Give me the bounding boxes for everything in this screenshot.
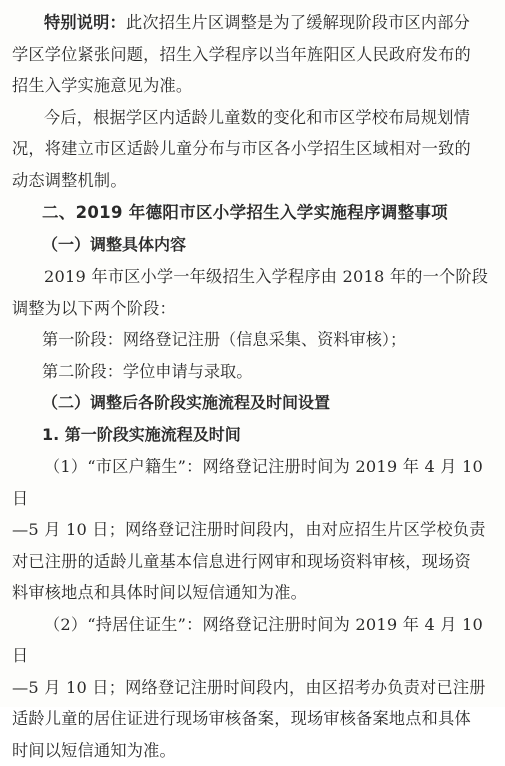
special-note-text: 此次招生片区调整是为了缓解现阶段市区内部分 [126,13,470,32]
subsection-1-heading: （一）调整具体内容 [12,229,495,261]
stage-1-text: 第一阶段：网络登记注册（信息采集、资料审核）； [12,324,495,356]
item-2-line-2: —5 月 10 日；网络登记注册时间段内，由区招考办负责对已注册 [12,672,495,704]
stage-2-text: 第二阶段：学位申请与录取。 [12,356,495,388]
subsection-1-line-2: 调整为以下两个阶段： [12,293,495,325]
future-line-1: 今后，根据学区内适龄儿童数的变化和市区学校布局规划情 [12,102,495,134]
stage-1-process-heading: 1. 第一阶段实施流程及时间 [12,419,495,451]
item-1-line-3: 对已注册的适龄儿童基本信息进行网审和现场资料审核，现场资 [12,546,495,578]
future-line-3: 动态调整机制。 [12,165,495,197]
future-line-2: 况，将建立市区适龄儿童分布与市区各小学招生区域相对一致的 [12,133,495,165]
subsection-1-line-1: 2019 年市区小学一年级招生入学程序由 2018 年的一个阶段 [12,261,495,293]
special-note-label: 特别说明： [44,13,126,32]
special-note-line-1 [12,7,495,39]
item-2-line-4: 时间以短信通知为准。 [12,735,495,766]
special-note-line-2: 学区学位紧张问题，招生入学程序以当年旌阳区人民政府发布的 [12,39,495,71]
item-1-line-1: （1）“市区户籍生”：网络登记注册时间为 2019 年 4 月 10 日 [12,451,495,514]
item-1-line-2: —5 月 10 日；网络登记注册时间段内，由对应招生片区学校负责 [12,514,495,546]
subsection-2-heading: （二）调整后各阶段实施流程及时间设置 [12,387,495,419]
item-2-line-3: 适龄儿童的居住证进行现场审核备案，现场审核备案地点和具体 [12,703,495,735]
item-2-line-1: （2）“持居住证生”：网络登记注册时间为 2019 年 4 月 10 日 [12,609,495,672]
special-note-line-3: 招生入学实施意见为准。 [12,70,495,102]
section-2-heading: 二、2019 年德阳市区小学招生入学实施程序调整事项 [12,196,495,229]
item-1-line-4: 料审核地点和具体时间以短信通知为准。 [12,577,495,609]
